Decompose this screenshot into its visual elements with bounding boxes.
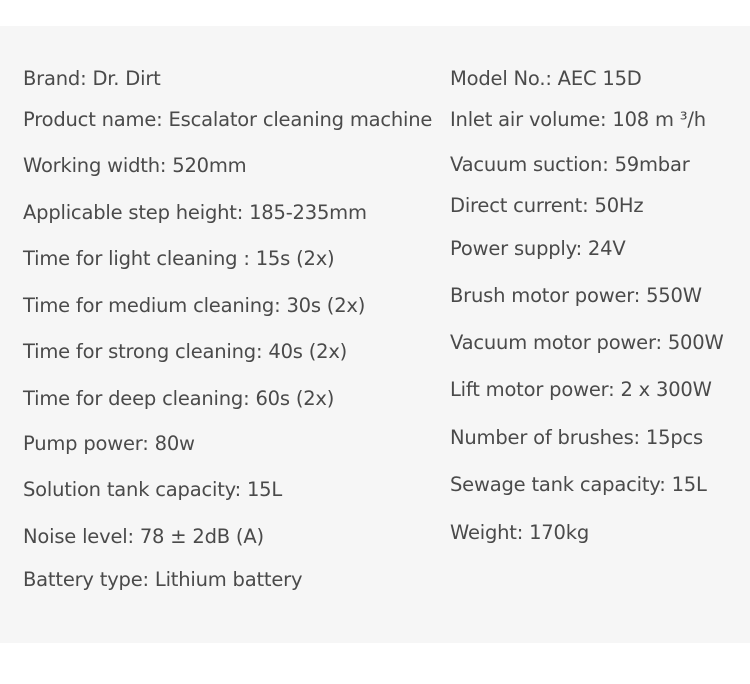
spec-direct-current: Direct current: 50Hz <box>450 194 644 217</box>
spec-brush-motor: Brush motor power: 550W <box>450 284 702 307</box>
spec-lift-motor: Lift motor power: 2 x 300W <box>450 378 712 401</box>
spec-pump-power: Pump power: 80w <box>23 432 195 455</box>
spec-sewage-tank: Sewage tank capacity: 15L <box>450 473 707 496</box>
spec-battery-type: Battery type: Lithium battery <box>23 568 303 591</box>
spec-medium-cleaning: Time for medium cleaning: 30s (2x) <box>23 294 366 317</box>
spec-strong-cleaning: Time for strong cleaning: 40s (2x) <box>23 340 348 363</box>
spec-inlet-air: Inlet air volume: 108 m ³/h <box>450 108 706 131</box>
spec-deep-cleaning: Time for deep cleaning: 60s (2x) <box>23 387 335 410</box>
spec-brand: Brand: Dr. Dirt <box>23 67 161 90</box>
spec-model-no: Model No.: AEC 15D <box>450 67 642 90</box>
spec-step-height: Applicable step height: 185-235mm <box>23 201 367 224</box>
spec-light-cleaning: Time for light cleaning : 15s (2x) <box>23 247 335 270</box>
spec-brush-count: Number of brushes: 15pcs <box>450 426 703 449</box>
spec-weight: Weight: 170kg <box>450 521 589 544</box>
spec-vacuum-suction: Vacuum suction: 59mbar <box>450 153 690 176</box>
spec-noise-level: Noise level: 78 ± 2dB (A) <box>23 525 264 548</box>
spec-vacuum-motor: Vacuum motor power: 500W <box>450 331 724 354</box>
spec-solution-tank: Solution tank capacity: 15L <box>23 478 283 501</box>
spec-working-width: Working width: 520mm <box>23 154 247 177</box>
spec-power-supply: Power supply: 24V <box>450 237 626 260</box>
spec-product-name: Product name: Escalator cleaning machine <box>23 108 433 131</box>
